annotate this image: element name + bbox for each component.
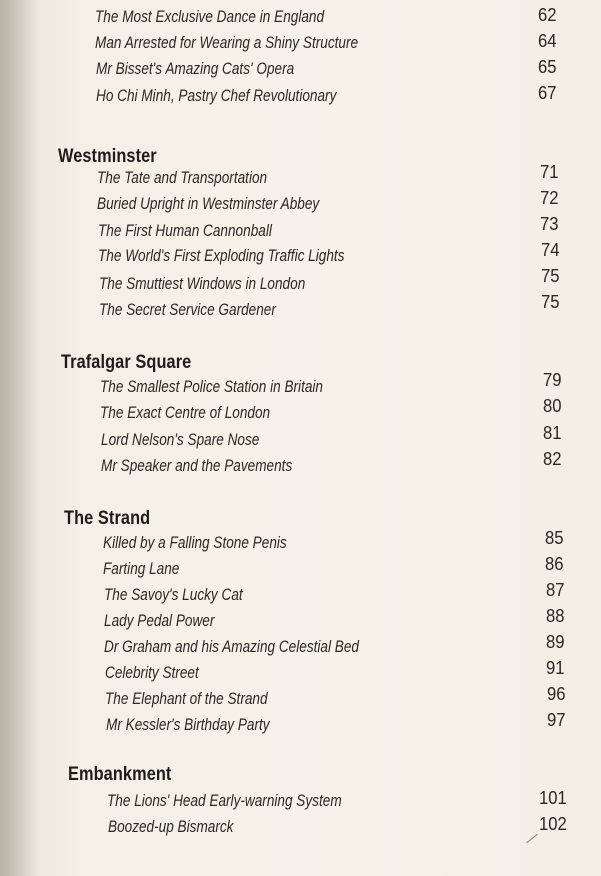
entry-title: Boozed-up Bismarck <box>108 817 234 836</box>
toc-entry <box>0 657 601 683</box>
toc-entry <box>0 161 601 187</box>
toc-entry <box>0 239 601 265</box>
entry-page-number: 102 <box>539 813 567 834</box>
entry-title: Celebrity Street <box>105 663 199 682</box>
toc-entry <box>0 265 601 291</box>
section-heading: Embankment <box>68 764 172 785</box>
entry-title: Man Arrested for Wearing a Shiny Structure <box>95 33 359 52</box>
toc-entry <box>0 787 601 813</box>
entry-title: Mr Bisset's Amazing Cats' Opera <box>96 59 295 78</box>
toc-entry <box>0 527 601 553</box>
entry-page-number: 62 <box>538 4 557 25</box>
entry-page-number: 72 <box>540 187 559 208</box>
entry-page-number: 85 <box>545 527 564 548</box>
entry-page-number: 80 <box>543 395 562 416</box>
entry-title: The Lions' Head Early-warning System <box>107 791 342 810</box>
toc-entry <box>0 553 601 579</box>
entry-title: The Savoy's Lucky Cat <box>104 585 243 604</box>
toc-entry <box>0 395 601 421</box>
toc-entry <box>0 813 601 839</box>
toc-entry <box>0 683 601 709</box>
entry-page-number: 64 <box>538 30 557 51</box>
entry-title: The First Human Cannonball <box>98 221 272 240</box>
section-heading: Westminster <box>58 146 157 167</box>
entry-title: Ho Chi Minh, Pastry Chef Revolutionary <box>96 86 337 105</box>
toc-entry <box>0 82 601 108</box>
entry-title: Farting Lane <box>103 559 180 578</box>
entry-page-number: 67 <box>538 82 557 103</box>
entry-page-number: 89 <box>546 631 565 652</box>
entry-page-number: 101 <box>539 787 567 808</box>
entry-page-number: 87 <box>546 579 565 600</box>
entry-title: The Tate and Transportation <box>97 168 268 187</box>
toc-entry <box>0 56 601 82</box>
entry-page-number: 91 <box>546 657 565 678</box>
entry-title: The Secret Service Gardener <box>99 300 276 319</box>
entry-page-number: 73 <box>540 213 559 234</box>
toc-entry <box>0 187 601 213</box>
toc-entry <box>0 709 601 735</box>
toc-entry <box>0 213 601 239</box>
entry-title: The Elephant of the Strand <box>105 689 268 708</box>
entry-title: Killed by a Falling Stone Penis <box>103 533 287 552</box>
entry-title: Lord Nelson's Spare Nose <box>101 430 260 449</box>
toc-entry <box>0 291 601 317</box>
entry-page-number: 96 <box>547 683 566 704</box>
toc-entry <box>0 448 601 474</box>
toc-entry <box>0 422 601 448</box>
entry-title: The Smuttiest Windows in London <box>99 274 306 293</box>
entry-page-number: 86 <box>545 553 564 574</box>
entry-page-number: 75 <box>541 265 560 286</box>
toc-entry <box>0 579 601 605</box>
entry-title: Lady Pedal Power <box>104 611 215 630</box>
entry-page-number: 82 <box>543 448 562 469</box>
entry-title: The Most Exclusive Dance in England <box>95 7 325 26</box>
section-heading: The Strand <box>64 508 151 529</box>
entry-page-number: 65 <box>538 56 557 77</box>
entry-title: Mr Kessler's Birthday Party <box>106 715 270 734</box>
entry-title: The World's First Exploding Traffic Lights <box>98 246 345 265</box>
entry-page-number: 71 <box>540 161 559 182</box>
entry-title: Mr Speaker and the Pavements <box>101 456 293 475</box>
toc-entry <box>0 605 601 631</box>
toc-entry <box>0 4 601 30</box>
entry-page-number: 97 <box>547 709 566 730</box>
toc-entry <box>0 30 601 56</box>
entry-page-number: 74 <box>541 239 560 260</box>
entry-page-number: 79 <box>543 369 562 390</box>
toc-entry <box>0 631 601 657</box>
section-heading: Trafalgar Square <box>61 352 192 373</box>
toc-entry <box>0 369 601 395</box>
entry-title: Dr Graham and his Amazing Celestial Bed <box>104 637 359 656</box>
entry-page-number: 75 <box>541 291 560 312</box>
entry-title: The Smallest Police Station in Britain <box>100 377 323 396</box>
entry-title: The Exact Centre of London <box>100 403 271 422</box>
entry-title: Buried Upright in Westminster Abbey <box>97 194 320 213</box>
entry-page-number: 81 <box>543 422 562 443</box>
entry-page-number: 88 <box>546 605 565 626</box>
